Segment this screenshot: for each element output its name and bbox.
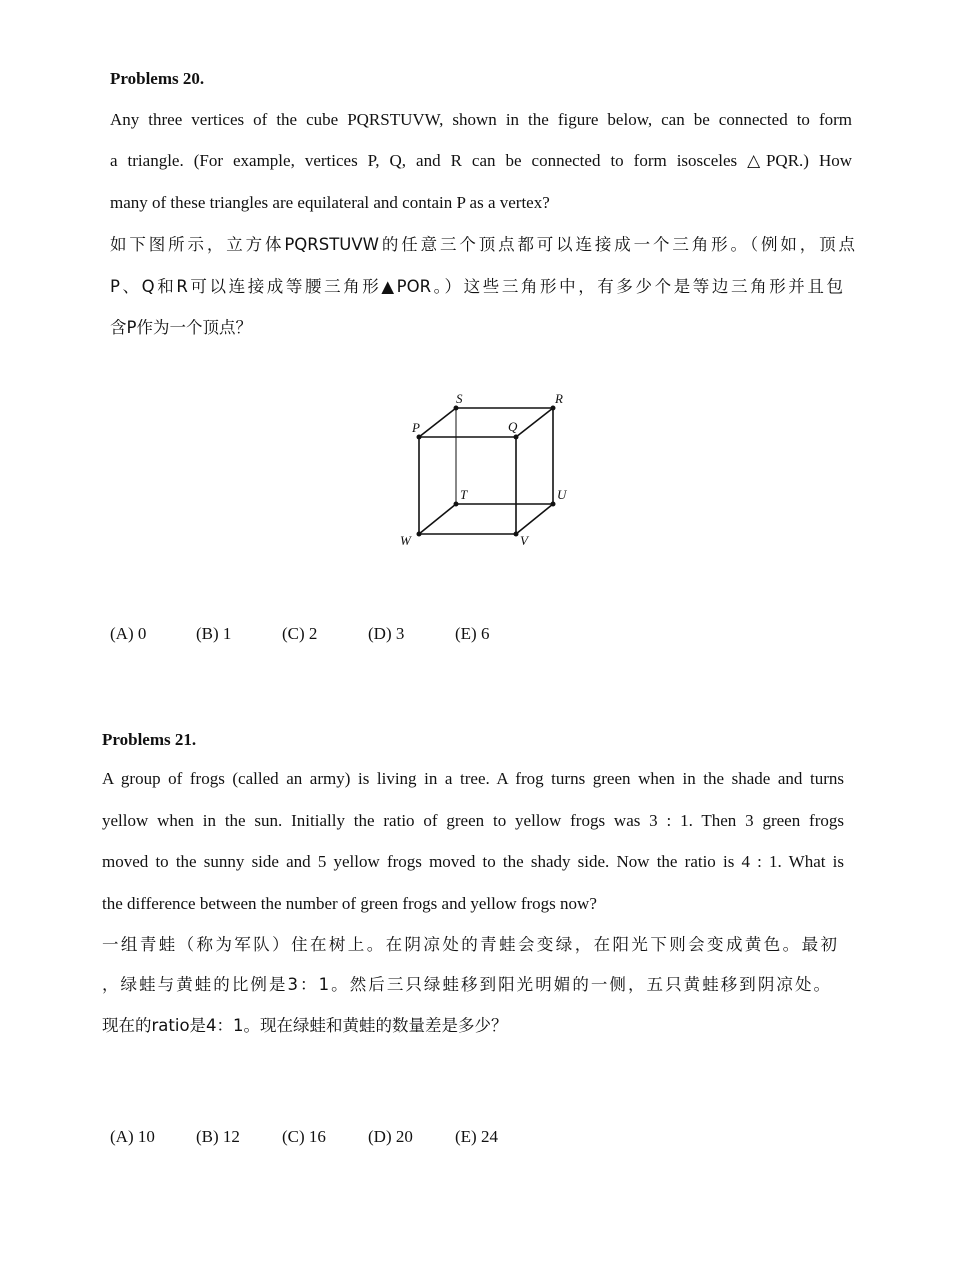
vertex-label-t: T [460, 487, 468, 502]
vertex-label-q: Q [508, 419, 518, 434]
problem-21-title: Problems 21. [102, 730, 197, 749]
vertex-label-v: V [520, 533, 528, 548]
vertex-t-dot [454, 502, 459, 507]
vertex-label-w: W [400, 533, 411, 548]
problem-20-cn-line-2: P、Q和R可以连接成等腰三角形▲POR。）这些三角形中，有多少个是等边三角形并且包 [110, 277, 843, 296]
vertex-s-dot [454, 406, 459, 411]
problem-21-en-line-4: the difference between the number of green frogs and yellow frogs now? [102, 894, 597, 913]
choice-c: (C) 2 [282, 624, 318, 643]
problem-20-en-line-1: Any three vertices of the cube PQRSTUVW, shown in the figure below, can be connected to form [110, 110, 852, 129]
vertex-label-s: S [456, 391, 463, 406]
choice-d: (D) 20 [368, 1127, 413, 1146]
vertex-label-u: U [557, 487, 567, 502]
choice-b: (B) 12 [196, 1127, 240, 1146]
problem-20-en-line-2: a triangle. (For example, vertices P, Q, and R can be connected to form isosceles △PQR.) How [110, 151, 852, 170]
problem-20-en-line-3: many of these triangles are equilateral and contain P as a vertex? [110, 193, 550, 212]
problem-21-en-line-1: A group of frogs (called an army) is living in a tree. A frog turns green when in the shade and turns [102, 769, 844, 788]
vertex-p-dot [417, 435, 422, 440]
choice-e: (E) 6 [455, 624, 490, 643]
choice-e: (E) 24 [455, 1127, 498, 1146]
problem-21-en-line-2: yellow when in the sun. Initially the ratio of green to yellow frogs was 3 : 1. Then 3 green frogs [102, 811, 844, 830]
cube-figure [0, 0, 975, 600]
vertex-u-dot [551, 502, 556, 507]
problem-21-cn-line-2: ，绿蛙与黄蛙的比例是3：1。然后三只绿蛙移到阳光明媚的一侧，五只黄蛙移到阴凉处。 [102, 975, 830, 994]
vertex-v-dot [514, 532, 519, 537]
choice-a: (A) 10 [110, 1127, 155, 1146]
vertex-q-dot [514, 435, 519, 440]
problem-21-cn-line-1: 一组青蛙（称为军队）住在树上。在阴凉处的青蛙会变绿，在阳光下则会变成黄色。最初 [102, 935, 837, 954]
choice-a: (A) 0 [110, 624, 147, 643]
choice-d: (D) 3 [368, 624, 405, 643]
problem-20-cn-line-1: 如下图所示，立方体PQRSTUVW的任意三个顶点都可以连接成一个三角形。（例如，顶点 [110, 235, 855, 254]
problem-21-en-line-3: moved to the sunny side and 5 yellow frogs moved to the shady side. Now the ratio is 4 : 1. What is [102, 852, 844, 871]
vertex-w-dot [417, 532, 422, 537]
choice-b: (B) 1 [196, 624, 232, 643]
problem-21-cn-line-3: 现在的ratio是4：1。现在绿蛙和黄蛙的数量差是多少？ [102, 1016, 508, 1035]
problem-20-title: Problems 20. [110, 69, 205, 88]
vertex-label-r: R [555, 391, 563, 406]
vertex-label-p: P [412, 420, 420, 435]
choice-c: (C) 16 [282, 1127, 326, 1146]
problem-20-cn-line-3: 含P作为一个顶点？ [110, 318, 252, 337]
vertex-r-dot [551, 406, 556, 411]
